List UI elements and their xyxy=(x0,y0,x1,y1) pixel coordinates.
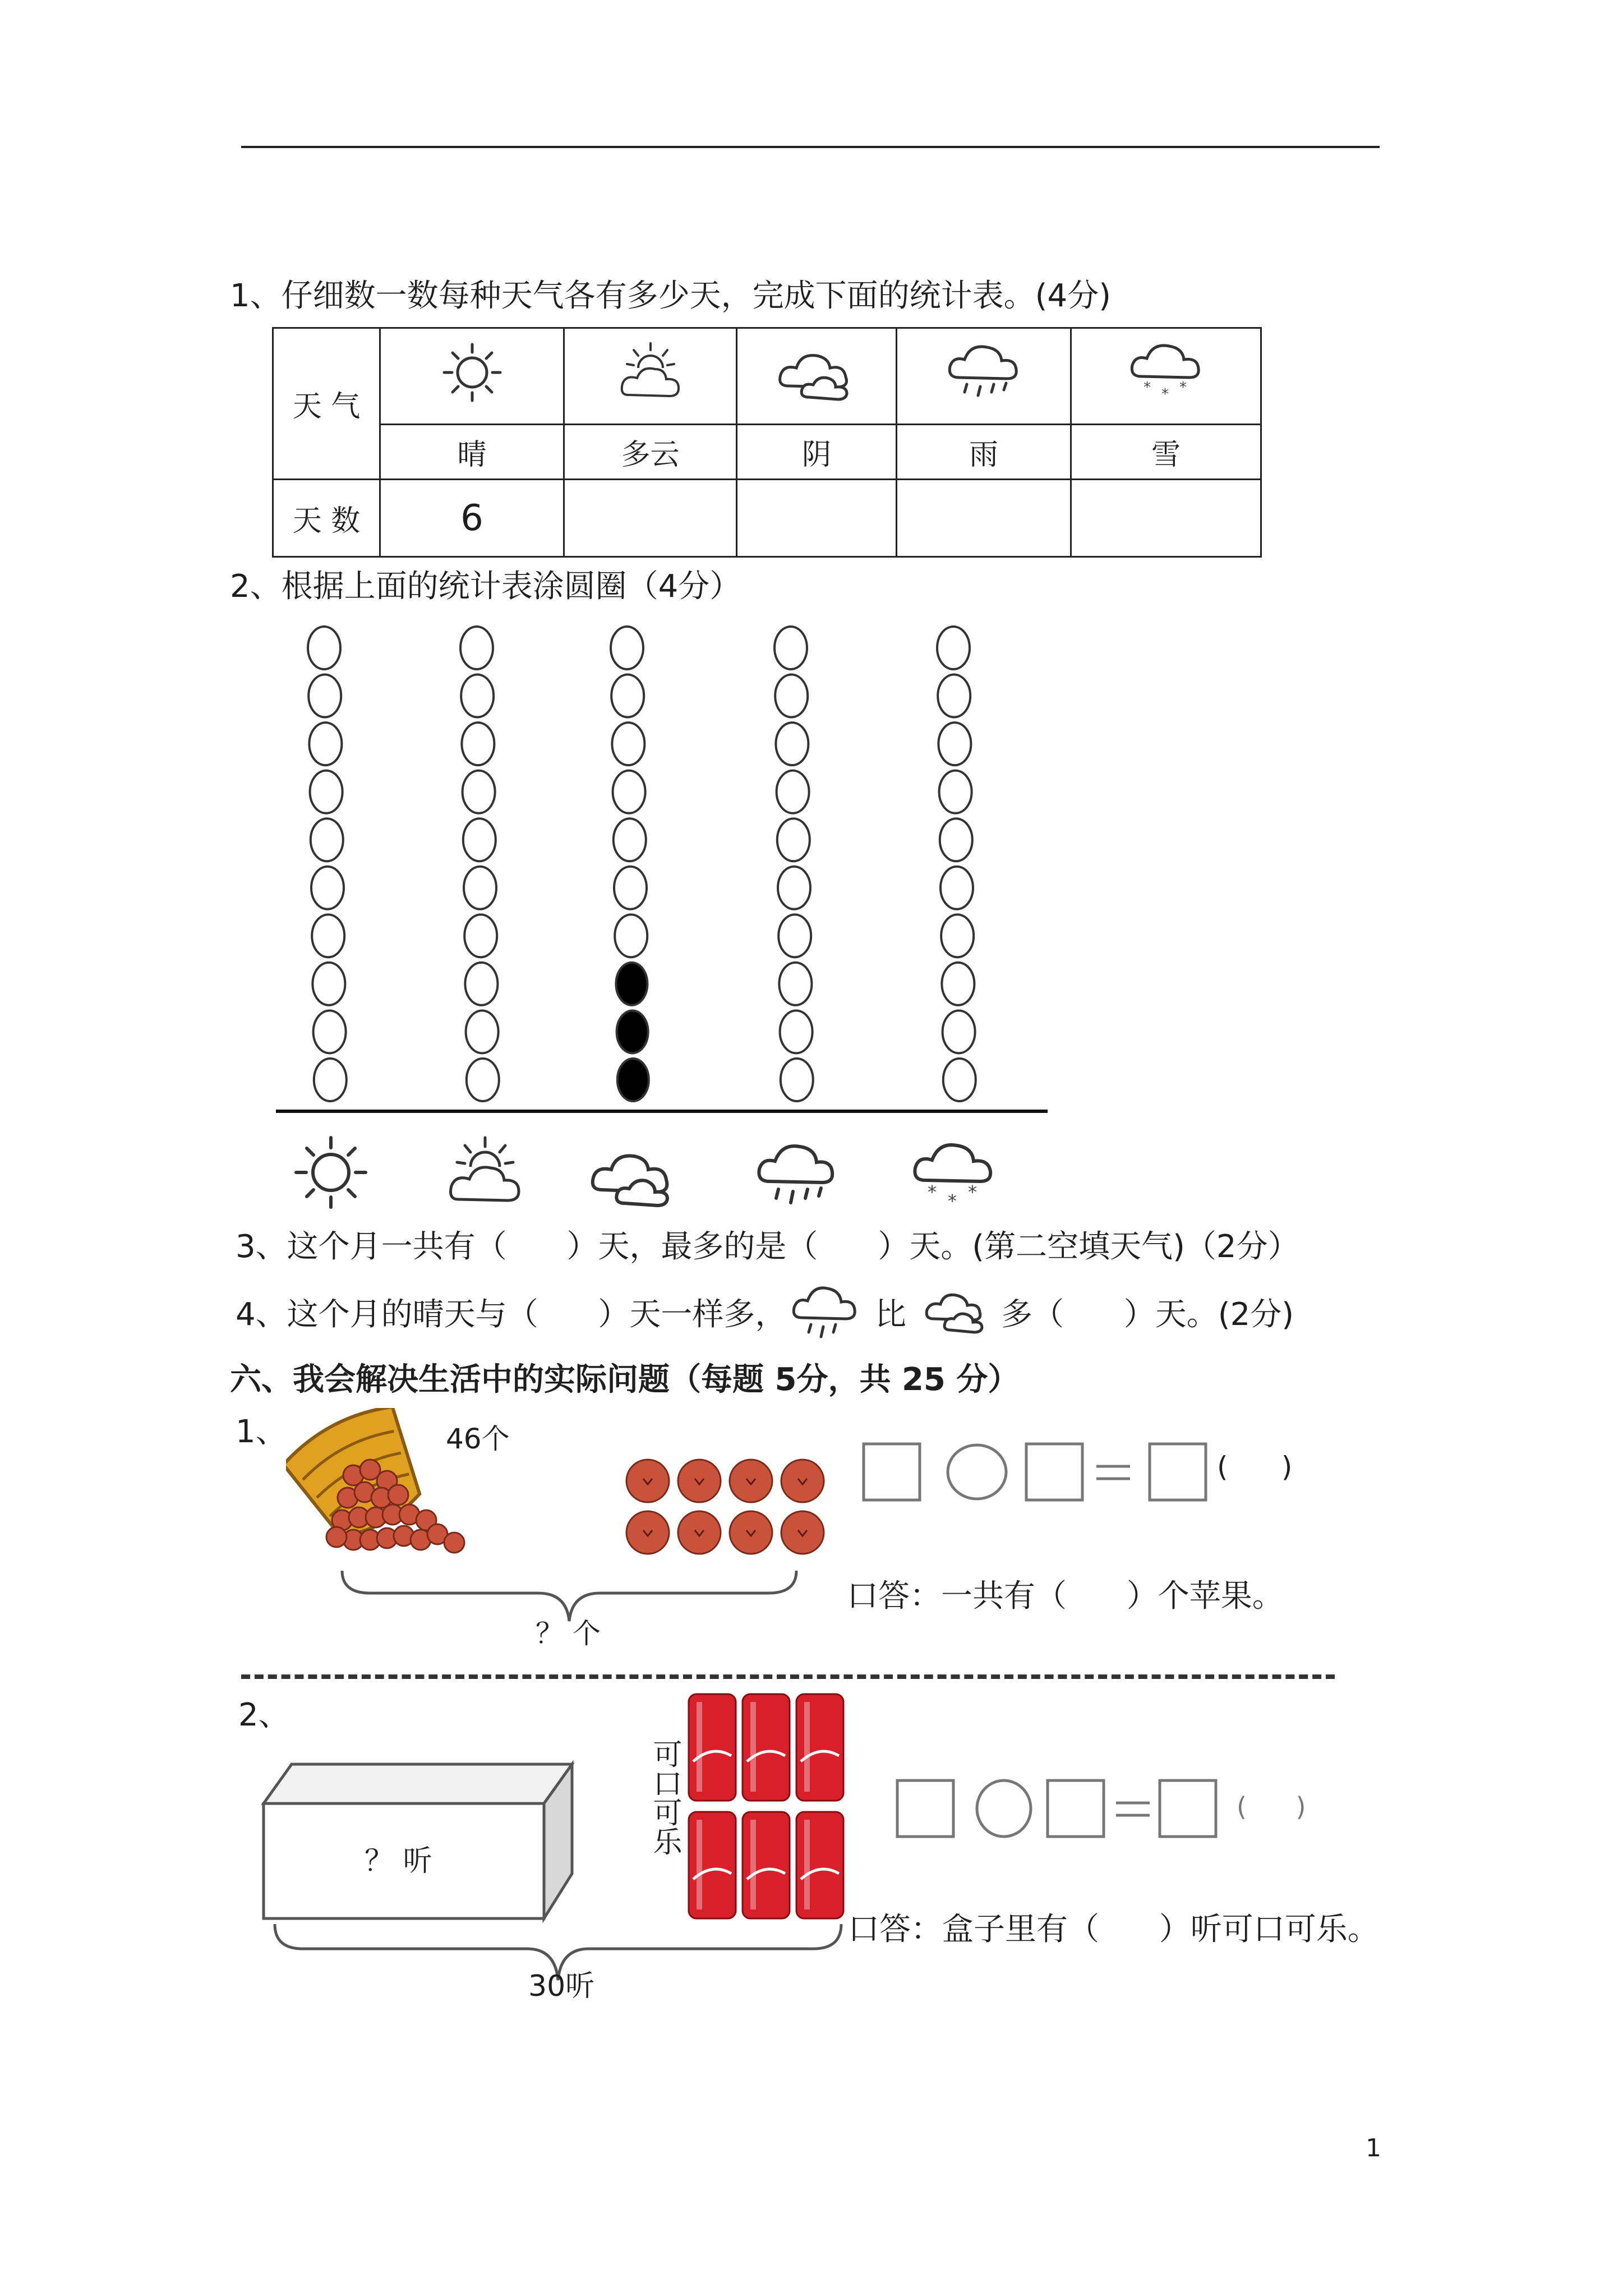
tally-circle-empty[interactable] xyxy=(461,675,494,717)
svg-text:*: * xyxy=(928,1181,937,1203)
apple xyxy=(626,1511,669,1554)
snow-icon xyxy=(906,1128,1001,1223)
tally-circle-empty[interactable] xyxy=(781,1059,813,1101)
tally-circle-empty[interactable] xyxy=(465,963,497,1005)
cloudy-icon xyxy=(586,1139,681,1212)
rain-icon xyxy=(754,1130,838,1220)
p2-total-label: 30听 xyxy=(528,1970,595,2003)
p1-answer-line: 口答：一共有（ ）个苹果。 xyxy=(847,1578,1284,1614)
p1-number: 1、 xyxy=(236,1414,287,1450)
coke-can xyxy=(796,1812,843,1918)
weather-name-cell: 多云 xyxy=(564,425,737,480)
tally-circle-empty[interactable] xyxy=(612,723,644,765)
row-days-label: 天 数 xyxy=(273,480,380,557)
svg-text:*: * xyxy=(1179,379,1187,396)
tally-circle-empty[interactable] xyxy=(309,723,342,765)
svg-text:*: * xyxy=(948,1190,957,1212)
tally-circle-empty[interactable] xyxy=(939,771,972,813)
tally-circle-empty[interactable] xyxy=(308,627,340,669)
tally-circle-empty[interactable] xyxy=(460,627,493,669)
tally-circle-empty[interactable] xyxy=(611,675,644,717)
apple xyxy=(326,1527,347,1547)
tally-circle-empty[interactable] xyxy=(778,867,810,909)
svg-text:*: * xyxy=(1144,379,1151,396)
p2-answer-line: 口答：盒子里有（ ）听可口可乐。 xyxy=(848,1911,1379,1948)
q2-title: 2、根据上面的统计表涂圆圈（4分） xyxy=(230,568,741,605)
tally-circle-empty[interactable] xyxy=(463,818,496,861)
section-divider xyxy=(241,1674,1335,1679)
apple xyxy=(730,1460,772,1502)
tally-circle-empty[interactable] xyxy=(464,867,496,909)
tally-circle-empty[interactable] xyxy=(780,1010,813,1053)
equation-p1 xyxy=(858,1436,1217,1509)
equation-p2 xyxy=(892,1773,1251,1846)
tally-circle-empty[interactable] xyxy=(314,1059,347,1101)
p1-basket-count: 46个 xyxy=(446,1423,510,1455)
q4-part3: 多（ ）天。(2分) xyxy=(1001,1296,1294,1333)
tally-circle-empty[interactable] xyxy=(310,771,343,813)
tally-circle-empty[interactable] xyxy=(938,675,970,717)
tally-circle-empty[interactable] xyxy=(611,627,643,669)
coke-can xyxy=(796,1694,843,1801)
svg-text:*: * xyxy=(968,1181,977,1203)
coke-can xyxy=(743,1694,790,1801)
can-highlight xyxy=(804,1820,810,1910)
tally-circle-empty[interactable] xyxy=(311,818,343,861)
tally-circle-filled[interactable] xyxy=(617,1059,649,1101)
tally-circle-empty[interactable] xyxy=(313,1010,346,1053)
can-highlight xyxy=(697,1820,702,1910)
coke-can xyxy=(689,1694,736,1801)
tally-circle-empty[interactable] xyxy=(311,867,344,909)
weather-name-cell: 晴 xyxy=(380,425,564,480)
section6-title: 六、我会解决生活中的实际问题（每题 5分，共 25 分） xyxy=(230,1361,1020,1398)
apple xyxy=(781,1511,824,1554)
tally-circle-empty[interactable] xyxy=(941,914,974,957)
row-weather-label: 天 气 xyxy=(273,328,380,480)
tally-circle-empty[interactable] xyxy=(614,867,647,909)
tally-circle-empty[interactable] xyxy=(463,771,495,813)
partly-cloudy-icon xyxy=(443,1130,527,1214)
apple xyxy=(626,1460,669,1502)
tally-circle-empty[interactable] xyxy=(614,818,646,861)
coke-can xyxy=(743,1812,790,1918)
tally-circle-empty[interactable] xyxy=(464,914,497,957)
tally-circle-empty[interactable] xyxy=(308,675,341,717)
sun-icon xyxy=(292,1133,370,1212)
apple xyxy=(781,1460,824,1502)
apple xyxy=(444,1533,464,1553)
p2-number: 2、 xyxy=(238,1697,290,1733)
p2-answer-paren[interactable]: ( ) xyxy=(1237,1792,1306,1822)
tally-circle-empty[interactable] xyxy=(774,627,807,669)
p1-answer-paren[interactable]: ( ) xyxy=(1217,1451,1293,1483)
day-count-cell[interactable]: 6 xyxy=(380,480,564,557)
weather-name-cell: 雪 xyxy=(1071,425,1261,480)
tally-circle-empty[interactable] xyxy=(776,723,808,765)
loose-apples-group xyxy=(623,1453,830,1565)
tally-baseline xyxy=(276,1110,1048,1113)
apple xyxy=(678,1460,721,1502)
can-highlight xyxy=(804,1702,810,1792)
coke-cans-group xyxy=(684,1688,852,1924)
svg-text:*: * xyxy=(1161,386,1169,403)
tally-circle-empty[interactable] xyxy=(312,914,344,957)
tally-circle-empty[interactable] xyxy=(615,914,647,957)
tally-circle-empty[interactable] xyxy=(312,963,345,1005)
coke-can xyxy=(689,1812,736,1918)
page-number: 1 xyxy=(1366,2134,1381,2162)
weather-name-cell: 阴 xyxy=(737,425,897,480)
p2-box-label: ？ 听 xyxy=(365,1844,432,1878)
tally-circle-empty[interactable] xyxy=(778,914,811,957)
cloudy-icon xyxy=(923,1282,990,1338)
tally-circle-empty[interactable] xyxy=(938,723,971,765)
tally-circle-empty[interactable] xyxy=(943,1010,975,1053)
tally-circle-empty[interactable] xyxy=(466,1010,499,1053)
tally-circle-filled[interactable] xyxy=(616,963,647,1005)
tally-circle-empty[interactable] xyxy=(613,771,645,813)
apple xyxy=(388,1485,408,1505)
box-image xyxy=(258,1756,578,1924)
tally-circle-empty[interactable] xyxy=(942,963,974,1005)
q3-text: 3、这个月一共有（ ）天，最多的是（ ）天。(第二空填天气)（2分） xyxy=(236,1228,1299,1265)
tally-circle-empty[interactable] xyxy=(777,818,810,861)
apple xyxy=(678,1511,721,1554)
p1-unknown-label: ？ 个 xyxy=(536,1617,601,1650)
q4-part1: 4、这个月的晴天与（ ）天一样多， xyxy=(236,1296,787,1333)
tally-circle-filled[interactable] xyxy=(617,1010,648,1053)
q4-part2: 比 xyxy=(875,1296,906,1333)
tally-circle-empty[interactable] xyxy=(937,627,970,669)
tally-circle-empty[interactable] xyxy=(940,867,973,909)
p2-can-label: 可口可乐 xyxy=(648,1739,681,1856)
tally-circle-empty[interactable] xyxy=(940,818,972,861)
tally-circle-empty[interactable] xyxy=(462,723,494,765)
tally-circle-empty[interactable] xyxy=(779,963,811,1005)
tally-circle-empty[interactable] xyxy=(775,675,808,717)
rain-icon xyxy=(791,1276,858,1355)
tally-circle-empty[interactable] xyxy=(467,1059,499,1101)
can-highlight xyxy=(750,1702,756,1792)
q1-title: 1、仔细数一数每种天气各有多少天，完成下面的统计表。(4分) xyxy=(230,278,1111,314)
apple xyxy=(730,1511,772,1554)
tally-circle-empty[interactable] xyxy=(943,1059,976,1101)
can-highlight xyxy=(750,1820,756,1910)
can-highlight xyxy=(697,1702,702,1792)
weather-name-cell: 雨 xyxy=(897,425,1071,480)
tally-circle-empty[interactable] xyxy=(777,771,809,813)
